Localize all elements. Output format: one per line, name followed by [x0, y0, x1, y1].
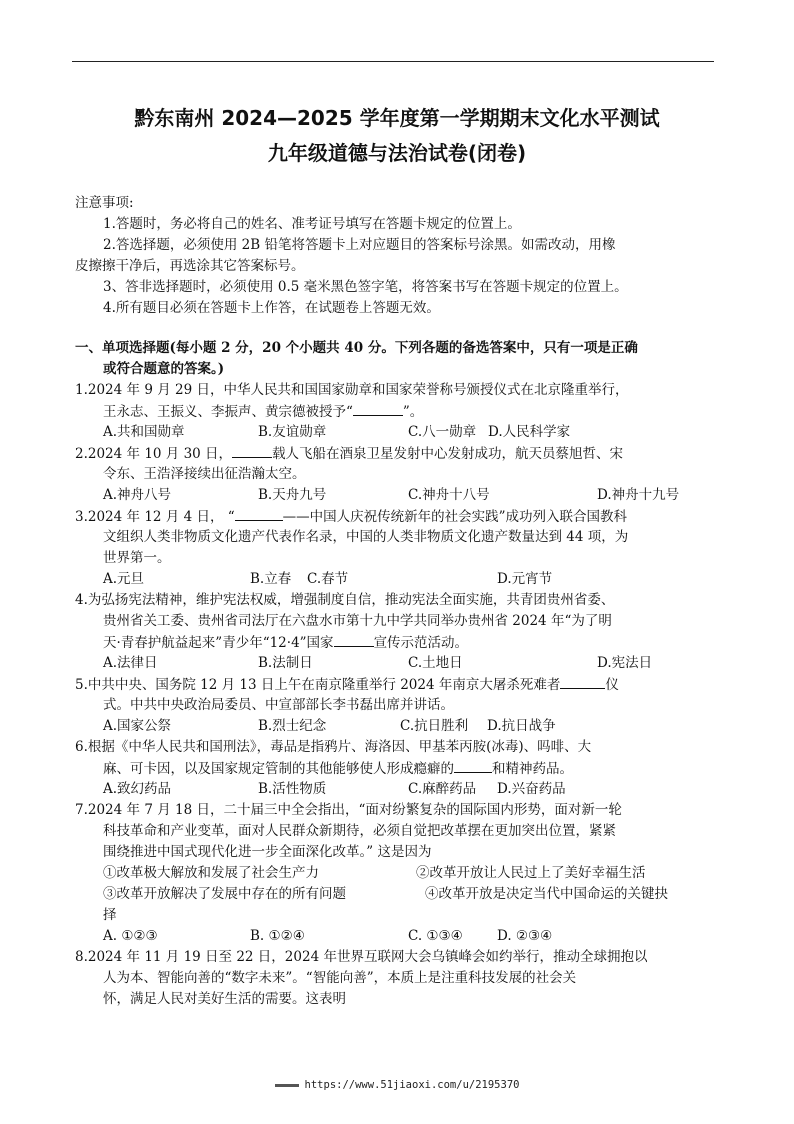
- question-1-option-b: B.友谊勋章: [258, 424, 327, 440]
- question-8-stem-cont: 人为本、智能向善的“数字未来”。“智能向善”，本质上是注重科技发展的社会关: [103, 970, 577, 986]
- question-4-option-b: B.法制日: [258, 655, 313, 671]
- stem-text: 天·青春护航益起来”青少年“12·4”国家: [103, 635, 334, 651]
- question-3-option-a: A.元旦: [103, 571, 145, 587]
- question-6-option-d: D.兴奋药品: [497, 781, 566, 797]
- question-5-option-b: B.烈士纪念: [258, 718, 327, 734]
- question-4-option-a: A.法律日: [103, 655, 158, 671]
- question-7-option-a: A. ①②③: [103, 928, 158, 944]
- answer-blank: [560, 674, 605, 689]
- stem-text: ——中国人庆祝传统新年的社会实践”成功列入联合国教科: [282, 509, 628, 525]
- question-2-option-a: A.神舟八号: [103, 487, 172, 503]
- question-6-stem-cont: [103, 758, 573, 779]
- question-2-option-b: B.天舟九号: [258, 487, 327, 503]
- question-5-option-a: A.国家公祭: [103, 718, 172, 734]
- answer-blank: [454, 758, 492, 773]
- question-8-stem-cont2: 怀，满足人民对美好生活的需要。这表明: [103, 991, 346, 1007]
- question-5-option-c: C.抗日胜利: [400, 718, 469, 734]
- stem-text: 麻、可卡因，以及国家规定管制的其他能够使人形成瘾癖的: [103, 761, 454, 777]
- question-7-option-c: C. ①③④: [408, 928, 463, 944]
- question-8-stem: 8.2024 年 11 月 19 日至 22 日，2024 年世界互联网大会乌镇峰会如约举行，推动全球拥抱以: [75, 949, 648, 965]
- question-2-stem: [75, 443, 623, 464]
- footer-watermark: [0, 1079, 794, 1091]
- question-4-stem-cont2: [103, 632, 468, 653]
- question-2-option-c: C.神舟十八号: [408, 487, 490, 503]
- question-7-statement-2: ②改革开放让人民过上了美好幸福生活: [416, 865, 646, 881]
- question-2-stem-cont: 令东、王浩泽接续出征浩瀚太空。: [103, 466, 306, 482]
- question-3-option-c: C.春节: [307, 571, 349, 587]
- question-2-option-d: D.神舟十九号: [597, 487, 680, 503]
- question-3-option-b: B.立春: [250, 571, 292, 587]
- stem-text: 仪: [605, 677, 619, 693]
- watermark-logo-mark: [275, 1084, 299, 1087]
- question-1-option-a: A.共和国勋章: [103, 424, 185, 440]
- question-7-statement-3: ③改革开放解决了发展中存在的所有问题: [103, 886, 346, 902]
- question-3-option-d: D.元宵节: [497, 571, 553, 587]
- question-4-stem: 4.为弘扬宪法精神，维护宪法权威，增强制度自信，推动宪法全面实施，共青团贵州省委、: [75, 592, 615, 608]
- notice-item-2: 2.答选择题，必须使用 2B 铅笔将答题卡上对应题目的答案标号涂黑。如需改动，用橡: [103, 237, 616, 253]
- question-5-stem: [75, 674, 619, 695]
- section-heading: 一、单项选择题(每小题 2 分，20 个小题共 40 分。下列各题的备选答案中，只有一项是正确: [75, 340, 638, 356]
- stem-text: 王永志、王振义、李振声、黄宗德被授予“: [103, 404, 353, 420]
- stem-text: 和精神药品。: [492, 761, 573, 777]
- question-6-option-b: B.活性物质: [258, 781, 327, 797]
- notice-item-1: 1.答题时，务必将自己的姓名、准考证号填写在答题卡规定的位置上。: [103, 216, 521, 232]
- section-heading-cont: 或符合题意的答案。): [103, 361, 225, 377]
- question-7-option-d: D. ②③④: [497, 928, 553, 944]
- top-rule: [72, 61, 714, 62]
- footer-url: https://www.51jiaoxi.com/u/2195370: [304, 1079, 520, 1091]
- answer-blank: [235, 506, 283, 521]
- question-3-stem-cont: 文组织人类非物质文化遗产代表作名录，中国的人类非物质文化遗产数量达到 44 项，为: [103, 529, 629, 545]
- question-1-stem-cont: [103, 401, 423, 422]
- question-6-option-a: A.致幻药品: [103, 781, 172, 797]
- question-6-stem: 6.根据《中华人民共和国刑法》，毒品是指鸦片、海洛因、甲基苯丙胺(冰毒)、吗啡、大: [75, 739, 592, 755]
- question-5-stem-cont: 式。中共中央政治局委员、中宣部部长李书磊出席并讲话。: [103, 697, 454, 713]
- stem-text: 5.中共中央、国务院 12 月 13 日上午在南京隆重举行 2024 年南京大屠杀死难者: [75, 677, 561, 693]
- question-1-stem: 1.2024 年 9 月 29 日，中华人民共和国国家勋章和国家荣誉称号颁授仪式在北京隆重举行，: [75, 382, 629, 398]
- question-4-stem-cont: 贵州省关工委、贵州省司法厅在六盘水市第十九中学共同举办贵州省 2024 年“为了明: [103, 613, 612, 629]
- question-7-stem: 7.2024 年 7 月 18 日，二十届三中全会指出，“面对纷繁复杂的国际国内形势，面对新一轮: [75, 802, 622, 818]
- answer-blank: [353, 401, 403, 416]
- stem-text: 2.2024 年 10 月 30 日，: [75, 446, 233, 462]
- question-7-option-b: B. ①②④: [250, 928, 305, 944]
- question-7-statement-4: ④改革开放是决定当代中国命运的关键抉: [425, 886, 668, 902]
- question-4-option-c: C.土地日: [408, 655, 463, 671]
- question-5-option-d: D.抗日战争: [487, 718, 556, 734]
- stem-text: 载人飞船在酒泉卫星发射中心发射成功，航天员蔡旭哲、宋: [272, 446, 624, 462]
- exam-subtitle: 九年级道德与法治试卷(闭卷): [267, 141, 527, 165]
- answer-blank: [232, 443, 272, 458]
- notice-item-3: 3、答非选择题时，必须使用 0.5 毫米黑色签字笔，将答案书写在答题卡规定的位置上。: [103, 279, 628, 295]
- question-4-option-d: D.宪法日: [597, 655, 653, 671]
- question-7-statement-1: ①改革极大解放和发展了社会生产力: [103, 865, 319, 881]
- question-6-option-c: C.麻醉药品: [408, 781, 477, 797]
- question-7-stem-cont: 科技革命和产业变革，面对人民群众新期待，必须自觉把改革摆在更加突出位置，紧紧: [103, 823, 616, 839]
- question-3-stem-cont2: 世界第一。: [103, 550, 171, 566]
- question-7-stem-cont2: 围绕推进中国式现代化进一步全面深化改革。” 这是因为: [103, 844, 432, 860]
- stem-text: 宣传示范活动。: [373, 635, 469, 651]
- exam-title: 黔东南州 2024—2025 学年度第一学期期末文化水平测试: [134, 106, 660, 130]
- notice-heading: 注意事项:: [75, 195, 134, 211]
- question-7-statement-4-cont: 择: [103, 907, 117, 923]
- notice-item-4: 4.所有题目必须在答题卡上作答，在试题卷上答题无效。: [103, 300, 440, 316]
- stem-text: ”。: [402, 404, 424, 420]
- question-3-stem: [75, 506, 627, 527]
- answer-blank: [334, 632, 374, 647]
- stem-text: 3.2024 年 12 月 4 日， “: [75, 509, 235, 525]
- question-1-option-c: C.八一勋章: [408, 424, 477, 440]
- question-1-option-d: D.人民科学家: [488, 424, 571, 440]
- notice-item-2-cont: 皮擦擦干净后，再选涂其它答案标号。: [75, 258, 305, 274]
